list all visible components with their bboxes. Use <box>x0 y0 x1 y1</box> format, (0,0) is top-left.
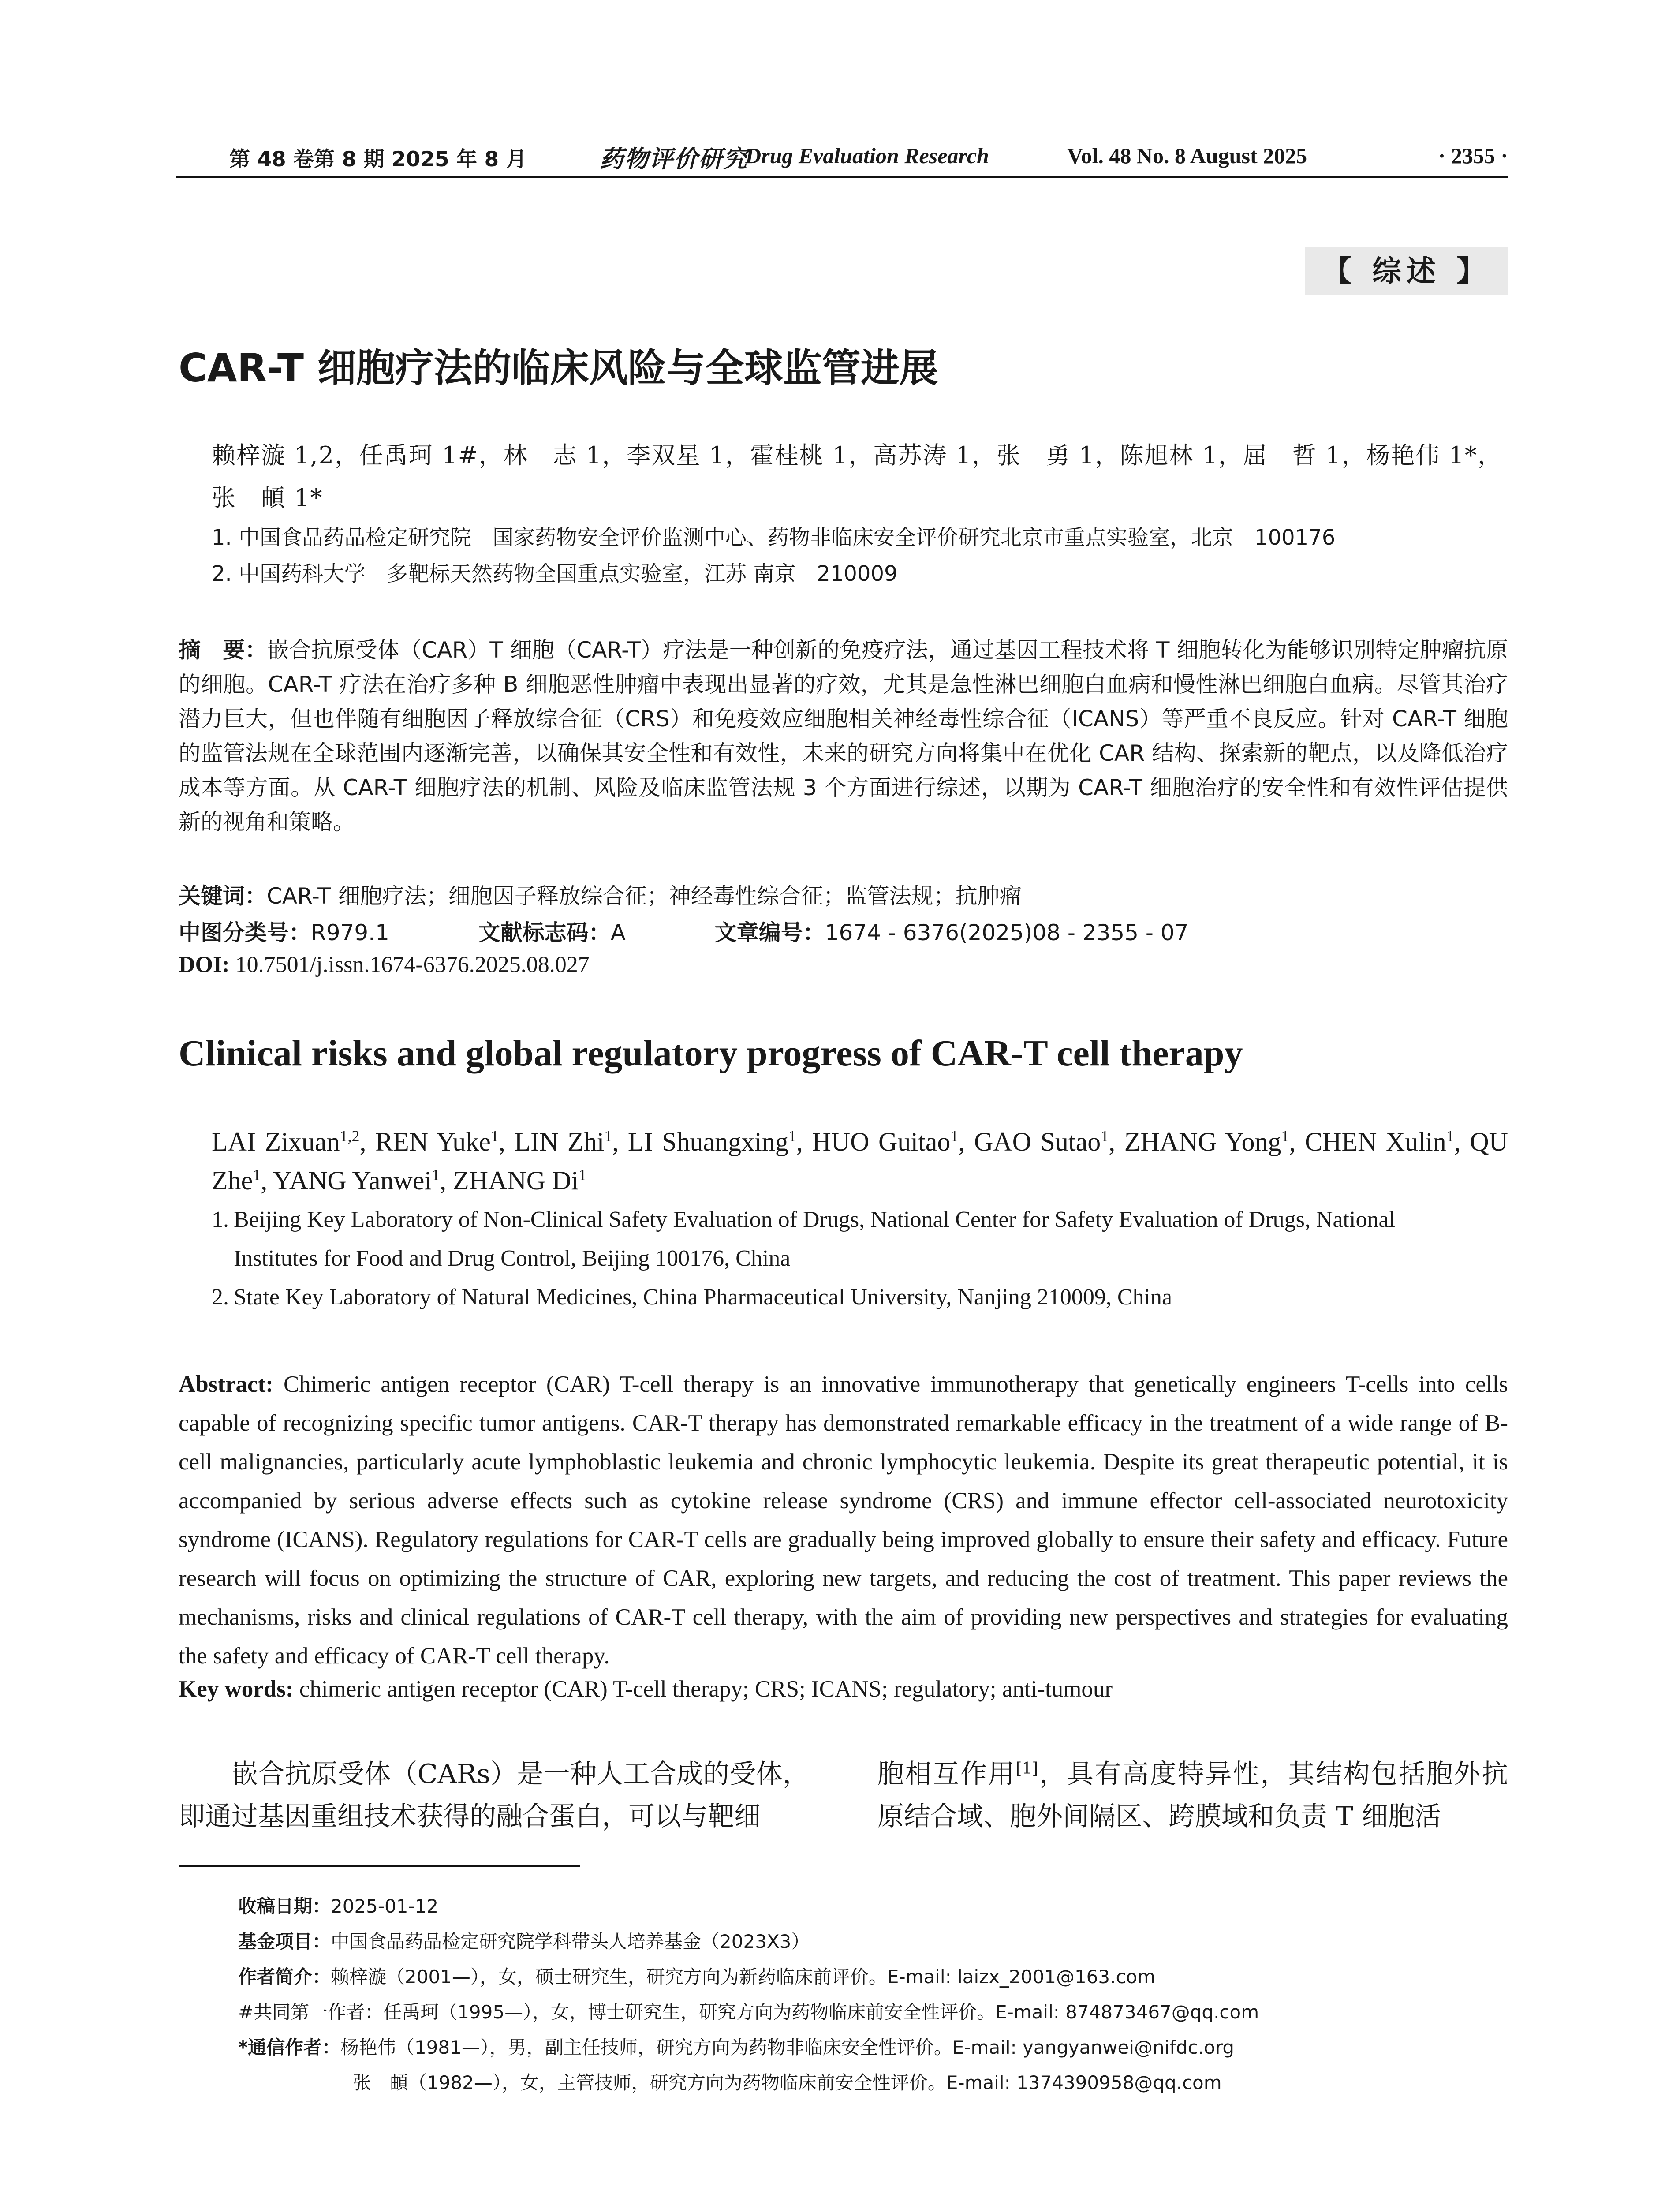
title-cn: CAR-T 细胞疗法的临床风险与全球监管进展 <box>179 345 938 391</box>
footnote-author: 作者简介：赖梓漩（2001—），女，硕士研究生，研究方向为新药临床前评价。E-mail: laizx_2001@163.com <box>238 1966 1156 1988</box>
abstract-en-label: Abstract: <box>179 1372 273 1397</box>
keywords-cn <box>179 878 1022 910</box>
abstract-cn-text: 嵌合抗原受体（CAR）T 细胞（CAR-T）疗法是一种创新的免疫疗法，通过基因工程技术将 T 细胞转化为能够识别特定肿瘤抗原的细胞。CAR-T 疗法在治疗多种 B 细胞恶性肿瘤中表现出显著的疗效，尤其是急性淋巴细胞白血病和慢性淋巴细胞白血病。尽管其治疗潜力巨大，但也伴随有细胞因子释放综合征（CRS）和免疫效应细胞相关神经毒性综合征（ICANS）等严重不良反应。针对 CAR-T 细胞的监管法规在全球范围内逐渐完善，以确保其安全性和有效性，未来的研究方向将集中在优化 CAR 结构、探索新的靶点，以及降低治疗成本等方面。从 CAR-T 细胞疗法的机制、风险及临床监管法规 3 个方面进行综述，以期为 CAR-T 细胞治疗的安全性和有效性评估提供新的视角和策略。 <box>179 637 1508 835</box>
page-number: · 2355 · <box>1438 143 1508 168</box>
journal-name: Drug Evaluation Research <box>745 143 989 168</box>
article-no-label: 文章编号： <box>714 920 825 946</box>
abstract-cn <box>179 633 1508 839</box>
doi-line <box>179 952 590 978</box>
abstract-en-text: Chimeric antigen receptor (CAR) T-cell therapy is an innovative immunotherapy that genetically engineers T-cells into cells capable of recognizing specific tumor antigens. CAR-T therapy has demonstrated remarkable efficacy in the treatment of a wide range of B-cell malignancies, particularly acute lymphoblastic leukemia and chronic lymphocytic leukemia. Despite its great therapeutic potential, it is accompanied by serious adverse effects such as cytokine release syndrome (CRS) and immune effector cell-associated neurotoxicity syndrome (ICANS). Regulatory regulations for CAR-T cells are gradually being improved globally to ensure their safety and efficacy. Future research will focus on optimizing the structure of CAR, exploring new targets, and reducing the cost of treatment. This paper reviews the mechanisms, risks and clinical regulations of CAR-T cell therapy, with the aim of providing new perspectives and strategies for evaluating the safety and efficacy of CAR-T cell therapy. <box>179 1372 1508 1669</box>
section-tag: 【 综述 】 <box>1305 247 1508 295</box>
abstract-cn-label: 摘 要： <box>179 637 267 663</box>
clc-label: 中图分类号： <box>179 920 311 946</box>
body-column-left: 嵌合抗原受体（CARs）是一种人工合成的受体，即通过基因重组技术获得的融合蛋白，可以与靶细 <box>179 1759 809 1832</box>
doc-code-value: A <box>610 920 626 946</box>
doi-value[interactable]: 10.7501/j.issn.1674-6376.2025.08.027 <box>235 952 590 977</box>
keywords-en <box>179 1676 1113 1702</box>
running-header <box>176 140 1508 178</box>
classification-line <box>179 915 1188 947</box>
affiliation-en-2: 2. State Key Laboratory of Natural Medicines, China Pharmaceutical University, Nanjing 210009, China <box>212 1285 1172 1310</box>
doc-code-label: 文献标志码： <box>478 920 611 946</box>
authors-cn <box>212 434 1508 519</box>
issue-cn: 第 48 卷第 8 期 2025 年 8 月 <box>229 147 527 172</box>
affiliation-cn-2: 2. 中国药科大学 多靶标天然药物全国重点实验室，江苏 南京 210009 <box>212 561 898 586</box>
clc-value: R979.1 <box>311 920 389 946</box>
article-no-value: 1674 - 6376(2025)08 - 2355 - 07 <box>825 920 1189 946</box>
keywords-cn-label: 关键词： <box>179 883 267 909</box>
doi-label: DOI: <box>179 952 230 977</box>
body-column-right: 胞相互作用[1]，具有高度特异性，其结构包括胞外抗原结合域、胞外间隔区、跨膜域和负责 T 细胞活 <box>877 1759 1508 1832</box>
footnote-fund: 基金项目：中国食品药品检定研究院学科带头人培养基金（2023X3） <box>238 1931 810 1952</box>
authors-cn-line1: 赖梓漩 1,2，任禹珂 1#，林 志 1，李双星 1，霍桂桃 1，高苏涛 1，张 勇 1，陈旭林 1，屈 哲 1，杨艳伟 1*， <box>212 441 1502 469</box>
authors-cn-line2: 张 頔 1* <box>212 484 323 512</box>
footnote-corresponding-2: 张 頔（1982—），女，主管技师，研究方向为药物临床前安全性评价。E-mail: 1374390958@qq.com <box>353 2072 1222 2093</box>
keywords-en-text: chimeric antigen receptor (CAR) T-cell therapy; CRS; ICANS; regulatory; anti-tumour <box>299 1676 1113 1702</box>
affiliation-cn-1: 1. 中国食品药品检定研究院 国家药物安全评价监测中心、药物非临床安全评价研究北京市重点实验室，北京 100176 <box>212 525 1336 550</box>
citation-ref[interactable]: [1] <box>1015 1760 1038 1778</box>
keywords-cn-text: CAR-T 细胞疗法；细胞因子释放综合征；神经毒性综合征；监管法规；抗肿瘤 <box>267 883 1022 909</box>
journal-logo: 药物评价研究 <box>600 145 748 173</box>
footnote-received: 收稿日期：2025-01-12 <box>238 1895 439 1917</box>
footnote-co-first-author: #共同第一作者：任禹珂（1995—），女，博士研究生，研究方向为药物临床前安全性评价。E-mail: 874873467@qq.com <box>238 2001 1259 2023</box>
abstract-en <box>179 1365 1508 1675</box>
footnote-corresponding: *通信作者：杨艳伟（1981—），男，副主任技师，研究方向为药物非临床安全性评价。E-mail: yangyanwei@nifdc.org <box>238 2037 1235 2058</box>
footnote-divider <box>179 1865 580 1867</box>
affiliation-en-1: 1. Beijing Key Laboratory of Non-Clinical Safety Evaluation of Drugs, National Center for Safety Evaluation of Drugs, National Institutes for Food and Drug Control, Beijing 100176, China <box>212 1207 1395 1271</box>
keywords-en-label: Key words: <box>179 1676 294 1702</box>
title-en: Clinical risks and global regulatory progress of CAR-T cell therapy <box>179 1033 1243 1074</box>
volume-info: Vol. 48 No. 8 August 2025 <box>1067 143 1307 168</box>
authors-en: LAI Zixuan$^{1,2}$, REN Yuke$^1$, LIN Zhi$^1$, LI Shuangxing$^1$, HUO Guitao$^1$, GAO Sutao$^1$, ZHANG Yong$^1$, CHEN Xulin$^1$, QU Zhe$^1$, YANG Yanwei$^1$, ZHANG Di$^1$ <box>212 1127 1508 1195</box>
